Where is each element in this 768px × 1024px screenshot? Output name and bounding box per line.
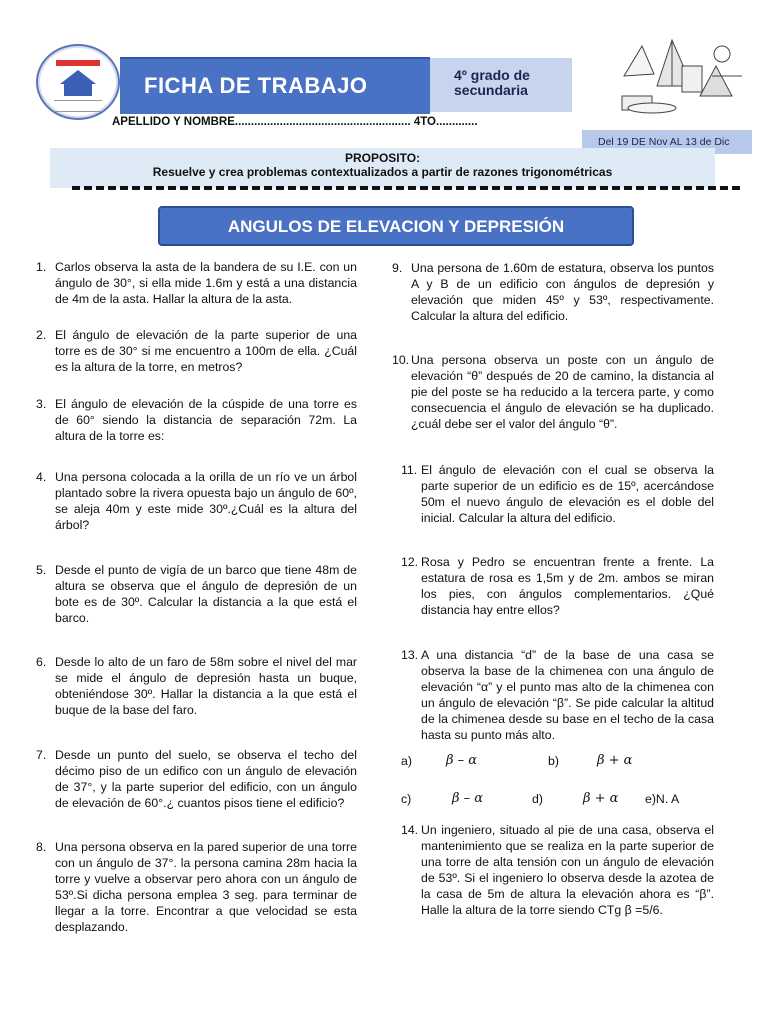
purpose-box bbox=[50, 148, 715, 188]
title-banner bbox=[120, 57, 430, 114]
problem-number: 6. bbox=[36, 655, 47, 669]
purpose-text: Resuelve y crea problemas contextualizados a partir de razones trigonométricas bbox=[152, 165, 613, 179]
problem-number: 11. bbox=[401, 463, 418, 477]
problem-number: 10. bbox=[392, 353, 410, 367]
problem-text: El ángulo de elevación con el cual se observa la parte superior de un edificio es de 15º, acercándose 50m el nuevo ángulo de elevación es el doble del inicial. Calcular la altura del edificio. bbox=[421, 463, 714, 525]
problem-text: El ángulo de elevación de la cúspide de una torre es de 60° siendo la distancia de separación 72m. La altura de la torre es: bbox=[55, 397, 357, 443]
problem-text: Desde lo alto de un faro de 58m sobre el nivel del mar se mide el ángulo de depresión hasta un buque, obteniéndose 30º. Hallar la distancia a la que está el buque de la base del faro. bbox=[55, 655, 357, 717]
problem-number: 1. bbox=[36, 260, 47, 274]
option-c-label: c) bbox=[401, 792, 412, 806]
option-a-expr: β – α bbox=[446, 753, 478, 768]
problem-number: 13. bbox=[401, 648, 419, 662]
problem-number: 5. bbox=[36, 563, 47, 577]
page-title: FICHA DE TRABAJO bbox=[144, 73, 368, 98]
date-range: Del 19 DE Nov AL 13 de Dic bbox=[598, 136, 730, 148]
option-c-expr: β – α bbox=[452, 791, 484, 806]
problem-text: El ángulo de elevación de la parte superior de una torre es de 30° si me encuentro a 100m de ella. ¿Cuál es la altura de la torre, en metros? bbox=[55, 328, 357, 374]
problem-text: Una persona de 1.60m de estatura, observa los puntos A y B de un edificio con ángulos de depresión y elevación que miden 45º y 53º, respectivamente. Calcular la altura del edificio. bbox=[411, 261, 714, 323]
problem-text: Una persona colocada a la orilla de un río ve un árbol plantado sobre la rivera opuesta bajo un ángulo de 60º, se aleja 40m y este mide 30º.¿Cuál es la altura del árbol? bbox=[55, 470, 357, 532]
option-d-label: d) bbox=[532, 792, 543, 806]
option-a-label: a) bbox=[401, 754, 412, 768]
problem-text: Carlos observa la asta de la bandera de su I.E. con un ángulo de 30°, si ella mide 1.6m y está a una distancia de 4m de la asta. Hallar la altura de la asta. bbox=[55, 260, 357, 306]
geometry-illustration bbox=[612, 36, 747, 116]
problem-number: 4. bbox=[36, 470, 47, 484]
problem-text: Una persona observa un poste con un ángulo de elevación “θ” después de 20 de camino, la distancia al pie del poste se ha reducido a la tercera parte, y como consecuencia el ángulo de elevación se ha duplicado. ¿cuál debe ser el valor del ángulo “θ”. bbox=[411, 353, 714, 431]
dashed-divider bbox=[72, 186, 740, 196]
problem-text: Rosa y Pedro se encuentran frente a frente. La estatura de rosa es 1,5m y de 2m. ambos se miran los pies, con ángulos complementarios. ¿Qué distancia hay entre ellos? bbox=[421, 555, 714, 617]
problem-number: 2. bbox=[36, 328, 47, 342]
problem-text: Desde el punto de vigía de un barco que tiene 48m de altura se observa que el ángulo de depresión de un bote es de 30º. Calcular la distancia a la que está el barco. bbox=[55, 563, 357, 625]
option-d-expr: β + α bbox=[583, 791, 619, 806]
logo-building bbox=[64, 84, 92, 96]
logo-roof bbox=[60, 70, 96, 84]
problem-number: 7. bbox=[36, 748, 47, 762]
problem-text: Desde un punto del suelo, se observa el techo del décimo piso de un edifico con un ángulo de elevación de 37°, y la parte superior del edificio, con un ángulo de elevación de 60°.¿ cuantos pisos tiene el edificio? bbox=[55, 748, 357, 810]
purpose-heading: PROPOSITO: bbox=[344, 151, 421, 165]
problem-text: A una distancia “d” de la base de una casa se observa la base de la chimenea con una ángulo de elevación “α” y el punto mas alto de la chimenea con un ángulo de elevación “β”. Se pide calcular la altitud de la chimenea desde su base en el techo de la casa hasta su punto más alto. bbox=[421, 648, 714, 742]
student-name-line: APELLIDO Y NOMBRE....................................................... 4TO............. bbox=[112, 116, 478, 128]
logo-banner bbox=[56, 60, 100, 66]
problem-number: 14. bbox=[401, 823, 419, 837]
problem-text: Un ingeniero, situado al pie de una casa, observa el mantenimiento que se realiza en la parte superior de una torre de alta tensión con un ángulo de elevación de 53º. Si el ingeniero lo observa desde la azotea de la casa de 5m de altura la elevación ahora es “β”. Halle la altura de la torre siendo CTg β =5/6. bbox=[421, 823, 714, 917]
option-b-expr: β + α bbox=[597, 753, 633, 768]
logo-text-lines bbox=[54, 100, 102, 112]
problem-text: Una persona observa en la pared superior de una torre con un ángulo de 37°. la persona camina 28m hacia la torre y vuelve a observar pero ahora con un ángulo de 53º.Si dicha persona emplea 3 seg. para terminar de llegar a la torre. Encontrar a que velocidad se esta desplazando. bbox=[55, 840, 357, 934]
option-e: e)N. A bbox=[645, 792, 680, 806]
grade-label: 4º grado de secundaria bbox=[454, 67, 530, 98]
problem-number: 12. bbox=[401, 555, 419, 569]
section-title: ANGULOS DE ELEVACION Y DEPRESIÓN bbox=[227, 217, 565, 236]
grade-box bbox=[430, 58, 572, 112]
option-b-label: b) bbox=[548, 754, 559, 768]
problem-number: 3. bbox=[36, 397, 47, 411]
problem-number: 9. bbox=[392, 261, 403, 275]
problem-number: 8. bbox=[36, 840, 47, 854]
section-title-box bbox=[158, 206, 634, 246]
school-logo bbox=[36, 44, 120, 120]
